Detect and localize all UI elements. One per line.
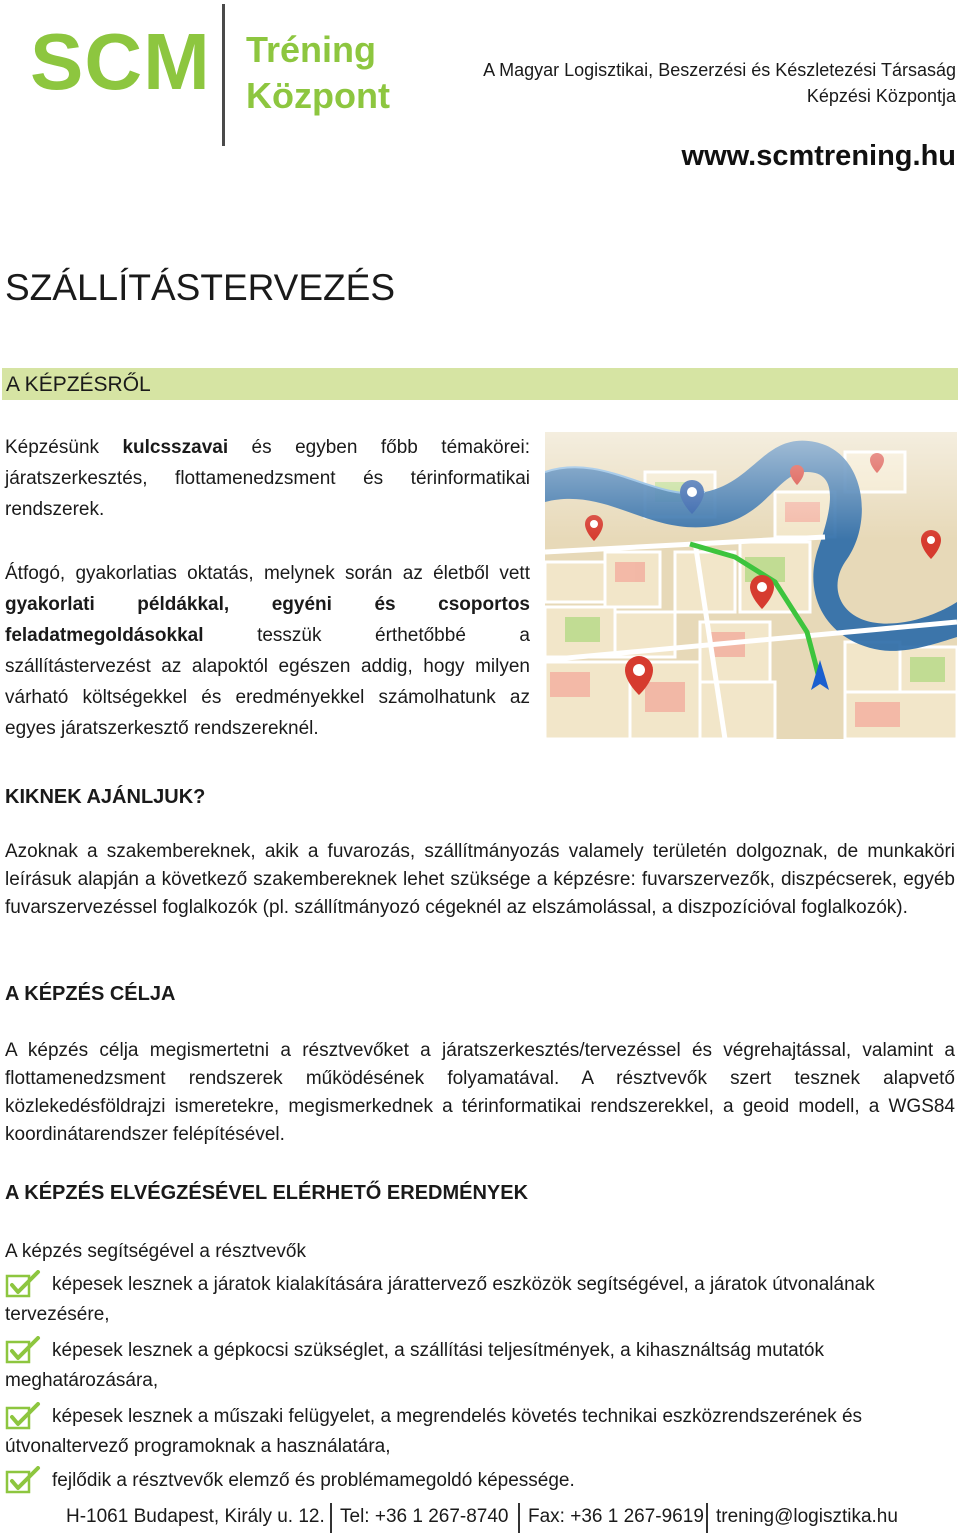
result-item-text: képesek lesznek a műszaki felügyelet, a megrendelés követés technikai eszközrendszerének és útvonaltervező programoknak a használatára, [5,1406,863,1457]
footer-divider [706,1503,708,1533]
section-heading-results: A KÉPZÉS ELVÉGZÉSÉVEL ELÉRHETŐ EREDMÉNYEK [5,1182,529,1204]
organization-subtitle: Képzési Központja [806,86,956,106]
result-item-text: képesek lesznek a gépkocsi szükséglet, a szállítási teljesítmények, a kihasználtság mutatók meghatározására, [5,1340,824,1391]
result-item [5,1336,955,1396]
footer-address: H-1061 Budapest, Király u. 12. [66,1506,325,1527]
section-heading-goal: A KÉPZÉS CÉLJA [5,983,176,1005]
section-heading-audience: KIKNEK AJÁNLJUK? [5,786,206,808]
result-item-text: fejlődik a résztvevők elemző és problémamegoldó képessége. [52,1470,575,1491]
bold-keywords: kulcsszavai [122,437,229,458]
website-link[interactable]: www.scmtrening.hu [681,140,956,172]
footer-fax: Fax: +36 1 267-9619 [528,1506,704,1527]
results-intro: A képzés segítségével a résztvevők [5,1241,306,1262]
logo-divider [222,4,225,146]
map-illustration [545,432,957,739]
footer-divider [518,1503,520,1533]
about-paragraph-1 [5,432,530,525]
about-paragraph-2 [5,558,530,744]
page-title: SZÁLLÍTÁSTERVEZÉS [5,267,395,308]
footer-email[interactable]: trening@logisztika.hu [716,1506,898,1527]
checkbox-check-icon [5,1466,41,1496]
logo-kozpont: Központ [246,75,390,116]
goal-paragraph: A képzés célja megismertetni a résztvevőket a járatszerkesztés/tervezéssel és végrehajtással, valamint a flottamenedzsment rendszerek működésének folyamatával. A résztvevők szert tesznek alapvető közlekedésföldrajzi ismeretekre, megismerkednek a térinformatikai rendszerekkel, a geoid modell, a WGS84 koordinátarendszer felépítésével. [5,1040,955,1145]
text-span: tesszük érthetőbbé a szállítástervezést az alapoktól egészen addig, hogy milyen várható költségekkel és eredményekkel számolhatunk az egyes járatszerkesztő rendszereknél. [5,625,530,739]
result-item [5,1270,955,1330]
logo-trening: Tréning [246,29,377,70]
checkbox-check-icon [5,1270,41,1300]
checkbox-check-icon [5,1402,41,1432]
footer [0,1503,960,1533]
result-item-text: képesek lesznek a járatok kialakítására járattervező eszközök segítségével, a járatok útvonalának tervezésére, [5,1274,875,1325]
organization-name: A Magyar Logisztikai, Beszerzési és Készletezési Társaság [483,60,956,80]
footer-phone[interactable]: Tel: +36 1 267-8740 [340,1506,509,1527]
section-heading-about: A KÉPZÉSRŐL [6,373,151,396]
audience-paragraph: Azoknak a szakembereknek, akik a fuvarozás, szállítmányozás valamely területén dolgoznak, de munkaköri leírásuk alapján a következő szakembereknek lehet szüksége a képzésre: fuvarszervezők, diszpécserek, egyéb fuvarszervezéssel foglalkozók (pl. szállítmányozó cégeknél az elszámolással, a diszpozícióval foglalkozók). [5,841,955,918]
logo-scm: SCM [30,17,211,106]
result-item [5,1466,955,1496]
text-span: és egyben főbb témakörei: járatszerkesztés, flottamenedzsment és térinformatikai rendszerek. [5,437,530,520]
text-span: Képzésünk [5,437,123,458]
checkbox-check-icon [5,1336,41,1366]
bold-practice: gyakorlati példákkal, egyéni és csoportos feladatmegoldásokkal [5,594,530,646]
text-span: Átfogó, gyakorlatias oktatás, melynek során az életből vett [5,563,530,584]
footer-divider [330,1503,332,1533]
section-bar-about [2,368,958,400]
result-item [5,1402,955,1462]
